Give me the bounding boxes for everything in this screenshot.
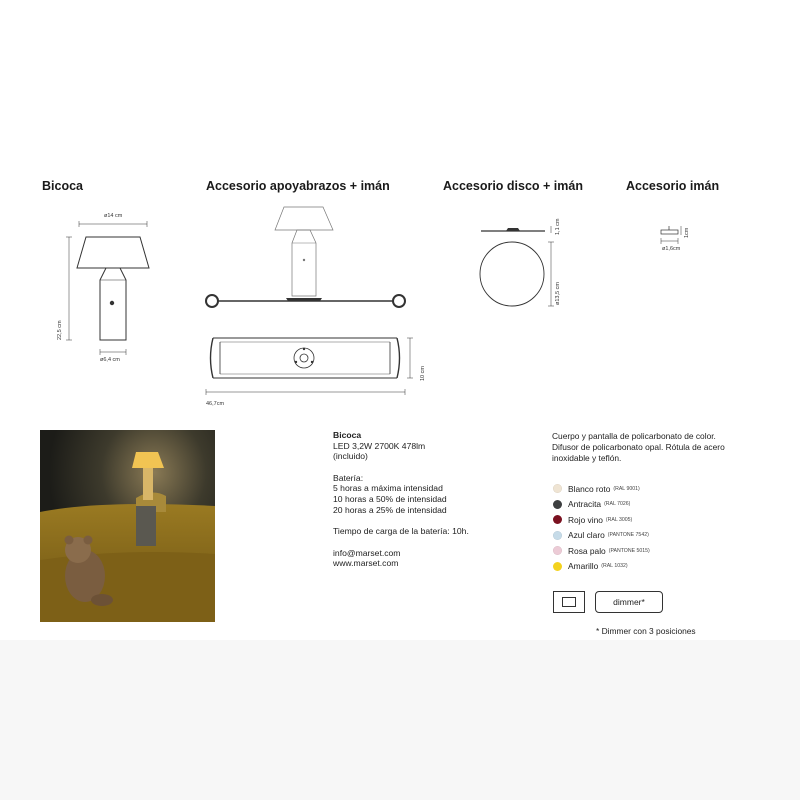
- product-led: LED 3,2W 2700K 478lm: [333, 440, 426, 451]
- dim-lamp-height: 22,5 cm: [57, 320, 63, 340]
- color-code: (RAL 3005): [605, 516, 633, 523]
- color-swatch: [553, 546, 562, 555]
- dim-armrest-length: 46,7cm: [206, 401, 225, 407]
- battery-title: Batería:: [333, 472, 364, 483]
- color-code: (RAL 9001): [613, 485, 640, 492]
- color-item: [553, 559, 650, 575]
- color-name: Amarillo: [568, 561, 599, 572]
- color-name: Azul claro: [568, 530, 605, 541]
- dim-disc-diameter: ø13,5 cm: [555, 282, 561, 305]
- heading-disc-accessory: Accesorio disco + imán: [443, 179, 583, 193]
- materials-line: Difusor de policarbonato opal. Rótula de acero: [552, 441, 725, 452]
- color-name: Rojo vino: [568, 514, 603, 525]
- heading-armrest-accessory: Accesorio apoyabrazos + imán: [206, 179, 390, 193]
- dimmer-badge: dimmer*: [595, 591, 663, 613]
- color-swatch: [553, 515, 562, 524]
- color-name: Rosa palo: [568, 545, 606, 556]
- web-link[interactable]: www.marset.com: [333, 558, 399, 569]
- color-swatch: [553, 500, 562, 509]
- color-code: (PANTONE 7542): [607, 532, 649, 539]
- dim-disc-thickness: 1,1 cm: [555, 218, 561, 235]
- materials-line: inoxidable y teflón.: [552, 452, 622, 463]
- class-ii-icon: [553, 591, 585, 613]
- color-code: (RAL 7026): [604, 501, 631, 508]
- color-item: [553, 512, 650, 528]
- dim-magnet-diameter: ø1,6cm: [662, 246, 681, 252]
- bottom-band: [0, 640, 800, 800]
- magnet-drawing: [661, 226, 681, 244]
- armrest-top-drawing: [206, 338, 413, 395]
- color-code: (RAL 1032): [601, 563, 628, 570]
- materials-line: Cuerpo y pantalla de policarbonato de color.: [552, 431, 716, 441]
- color-name: Antracita: [568, 499, 602, 510]
- color-name: Blanco roto: [568, 483, 611, 494]
- color-list: [553, 481, 650, 574]
- color-swatch: [553, 484, 562, 493]
- product-name: Bicoca: [333, 430, 362, 440]
- product-info: [333, 430, 469, 569]
- product-included: (incluido): [333, 451, 368, 462]
- armrest-front-drawing: [206, 207, 405, 307]
- color-swatch: [553, 531, 562, 540]
- heading-bicoca: Bicoca: [42, 179, 83, 193]
- heading-magnet-accessory: Accesorio imán: [626, 179, 720, 193]
- battery-line: 5 horas a máxima intensidad: [333, 483, 443, 494]
- color-item: [553, 543, 650, 559]
- battery-line: 10 horas a 50% de intensidad: [333, 493, 447, 504]
- color-item: [553, 528, 650, 544]
- email-link[interactable]: info@marset.com: [333, 547, 401, 558]
- color-item: [553, 497, 650, 513]
- color-swatch: [553, 562, 562, 571]
- bicoca-lamp-drawing: [66, 221, 149, 355]
- battery-line: 20 horas a 25% de intensidad: [333, 504, 447, 515]
- dimmer-footnote: * Dimmer con 3 posiciones: [596, 626, 696, 636]
- product-photo: [40, 430, 215, 622]
- charge-time: Tiempo de carga de la batería: 10h.: [333, 526, 469, 537]
- dim-magnet-height: 1cm: [684, 227, 690, 238]
- dim-base-diameter: ø6,4 cm: [100, 357, 120, 363]
- dim-shade-diameter: ø14 cm: [104, 213, 123, 219]
- disc-drawing: [480, 226, 554, 306]
- materials-text: [552, 431, 752, 463]
- dim-armrest-height: 10 cm: [420, 366, 426, 381]
- color-code: (PANTONE 5015): [608, 547, 650, 554]
- color-item: [553, 481, 650, 497]
